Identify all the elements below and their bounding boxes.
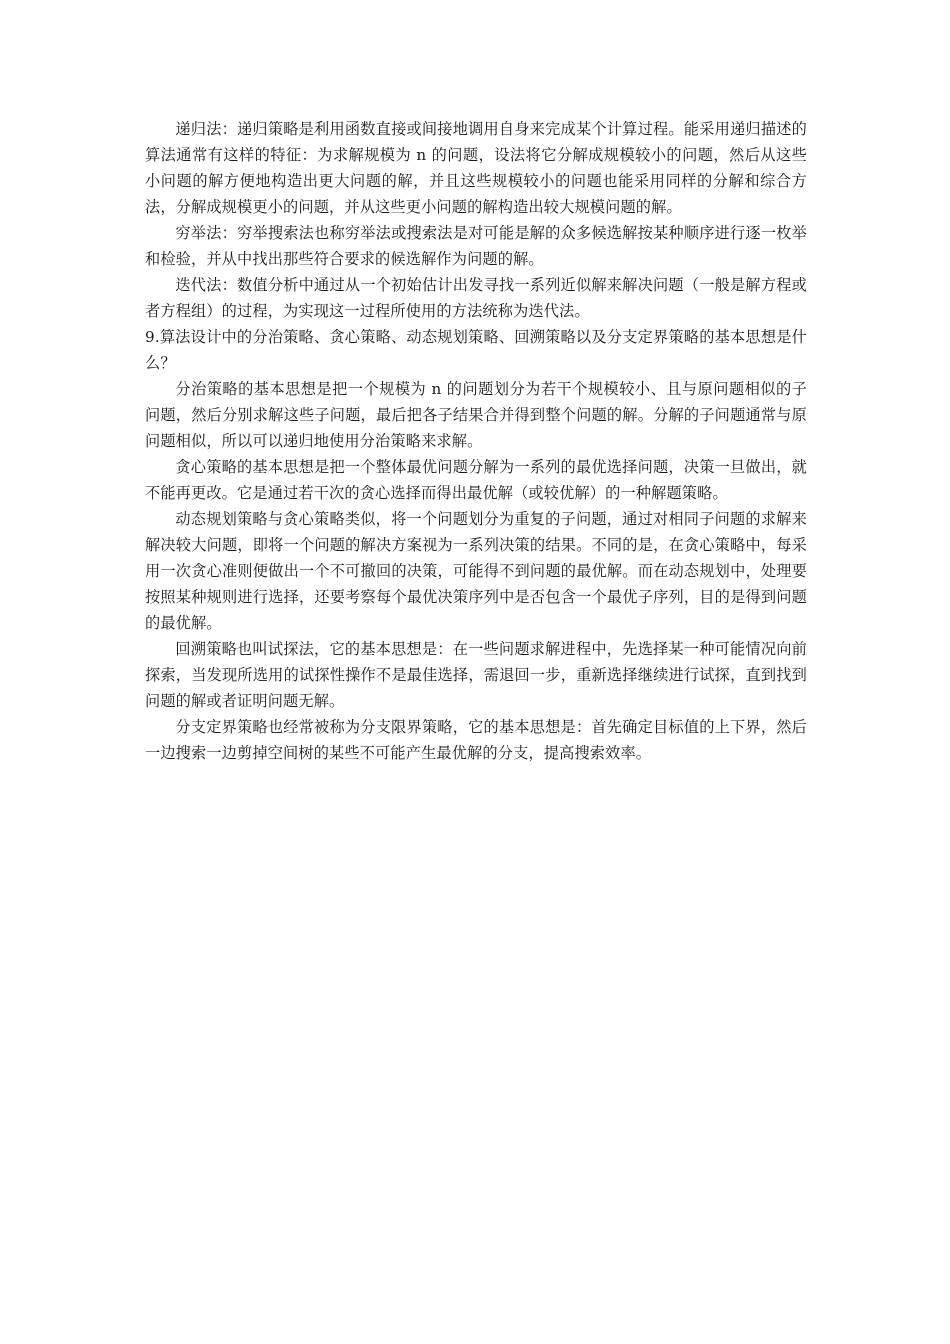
paragraph-branch-bound: 分支定界策略也经常被称为分支限界策略，它的基本思想是：首先确定目标值的上下界，然后一边搜索一边剪掉空间树的某些不可能产生最优解的分支，提高搜索效率。 <box>145 718 807 762</box>
paragraph-dynamic-programming: 动态规划策略与贪心策略类似，将一个问题划分为重复的子问题，通过对相同子问题的求解来解决较大问题，即将一个问题的解决方案视为一系列决策的结果。不同的是，在贪心策略中，每采用一次贪心准则便做出一个不可撤回的决策，可能得不到问题的最优解。而在动态规划中，处理要按照某种规则进行选择，还要考察每个最优决策序列中是否包含一个最优子序列，目的是得到问题的最优解。 <box>145 510 807 632</box>
document-body <box>145 116 807 766</box>
paragraph-exhaustive: 穷举法：穷举搜索法也称穷举法或搜索法是对可能是解的众多候选解按某种顺序进行逐一枚举和检验，并从中找出那些符合要求的候选解作为问题的解。 <box>145 224 807 268</box>
paragraph-divide-conquer: 分治策略的基本思想是把一个规模为 n 的问题划分为若干个规模较小、且与原问题相似的子问题，然后分别求解这些子问题，最后把各子结果合并得到整个问题的解。分解的子问题通常与原问题相似，所以可以递归地使用分治策略来求解。 <box>145 380 807 450</box>
paragraph-recursion: 递归法：递归策略是利用函数直接或间接地调用自身来完成某个计算过程。能采用递归描述的算法通常有这样的特征：为求解规模为 n 的问题，设法将它分解成规模较小的问题，然后从这些小问题的解方便地构造出更大问题的解，并且这些规模较小的问题也能采用同样的分解和综合方法，分解成规模更小的问题，并从这些更小问题的解构造出较大规模问题的解。 <box>145 120 807 216</box>
paragraph-backtracking: 回溯策略也叫试探法，它的基本思想是：在一些问题求解进程中，先选择某一种可能情况向前探索，当发现所选用的试探性操作不是最佳选择，需退回一步，重新选择继续进行试探，直到找到问题的解或者证明问题无解。 <box>145 640 807 710</box>
question-9: 9.算法设计中的分治策略、贪心策略、动态规划策略、回溯策略以及分支定界策略的基本思想是什么？ <box>145 328 807 372</box>
paragraph-iteration: 迭代法：数值分析中通过从一个初始估计出发寻找一系列近似解来解决问题（一般是解方程或者方程组）的过程，为实现这一过程所使用的方法统称为迭代法。 <box>145 276 807 320</box>
paragraph-greedy: 贪心策略的基本思想是把一个整体最优问题分解为一系列的最优选择问题，决策一旦做出，就不能再更改。它是通过若干次的贪心选择而得出最优解（或较优解）的一种解题策略。 <box>145 458 807 502</box>
